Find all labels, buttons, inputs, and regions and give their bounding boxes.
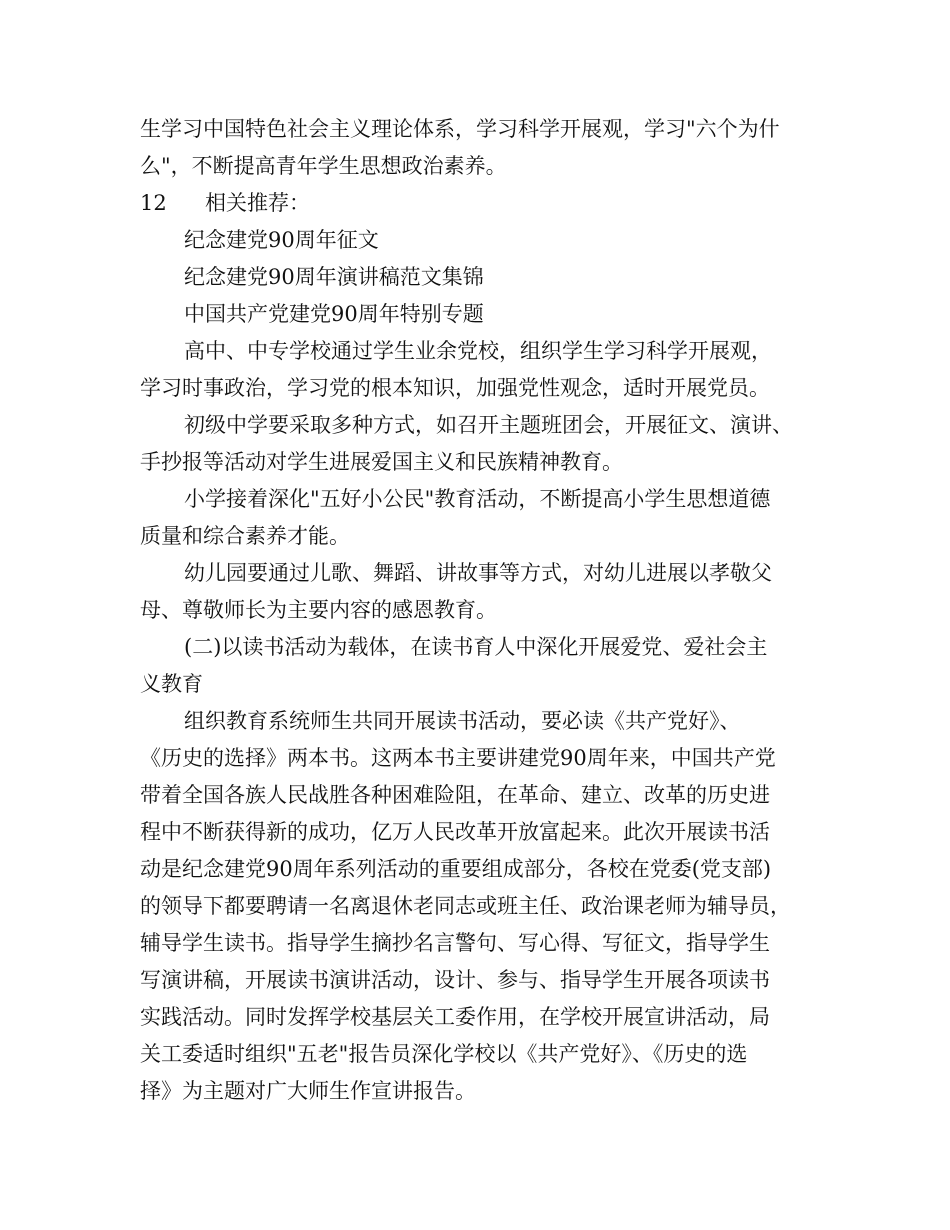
paragraph-line: 带着全国各族人民战胜各种困难险阻，在革命、建立、改革的历史进 <box>140 783 770 807</box>
recommend-link-3[interactable]: 中国共产党建党90周年特别专题 <box>184 302 484 326</box>
paragraph-line: 程中不断获得新的成功，亿万人民改革开放富起来。此次开展读书活 <box>140 820 770 844</box>
related-recommend-heading: 相关推荐： <box>205 191 310 215</box>
paragraph-line: 手抄报等活动对学生进展爱国主义和民族精神教育。 <box>140 450 623 474</box>
paragraph-line: 母、尊敬师长为主要内容的感恩教育。 <box>140 598 497 622</box>
recommend-link-2[interactable]: 纪念建党90周年演讲稿范文集锦 <box>184 265 484 289</box>
paragraph-line: 择》为主题对广大师生作宣讲报告。 <box>140 1079 476 1103</box>
paragraph-line: 学习时事政治，学习党的根本知识，加强党性观念，适时开展党员。 <box>140 376 770 400</box>
section-number: 12 <box>140 191 167 215</box>
paragraph-line: 实践活动。同时发挥学校基层关工委作用，在学校开展宣讲活动，局 <box>140 1005 770 1029</box>
paragraph-line: 小学接着深化"五好小公民"教育活动，不断提高小学生思想道德 <box>184 487 771 511</box>
paragraph-line: 质量和综合素养才能。 <box>140 524 350 548</box>
section-heading: (二)以读书活动为载体，在读书育人中深化开展爱党、爱社会主 <box>184 635 768 659</box>
paragraph-line: 组织教育系统师生共同开展读书活动，要必读《共产党好》、 <box>184 709 741 733</box>
paragraph-line: 写演讲稿，开展读书演讲活动，设计、参与、指导学生开展各项读书 <box>140 968 770 992</box>
paragraph-line: 幼儿园要通过儿歌、舞蹈、讲故事等方式，对幼儿进展以孝敬父 <box>184 561 772 585</box>
section-heading: 义教育 <box>140 672 203 696</box>
paragraph-line: 辅导学生读书。指导学生摘抄名言警句、写心得、写征文，指导学生 <box>140 931 770 955</box>
paragraph-line: 关工委适时组织"五老"报告员深化学校以《共产党好》、《历史的选 <box>140 1042 748 1066</box>
paragraph-line: 生学习中国特色社会主义理论体系，学习科学开展观，学习"六个为什 <box>140 117 780 141</box>
recommend-link-1[interactable]: 纪念建党90周年征文 <box>184 228 379 252</box>
paragraph-line: 《历史的选择》两本书。这两本书主要讲建党90周年来，中国共产党 <box>140 746 776 770</box>
paragraph-line: 动是纪念建党90周年系列活动的重要组成部分，各校在党委(党支部) <box>140 857 772 881</box>
paragraph-line: 的领导下都要聘请一名离退休老同志或班主任、政治课老师为辅导员， <box>140 894 791 918</box>
paragraph-line: 初级中学要采取多种方式，如召开主题班团会，开展征文、演讲、 <box>184 413 793 437</box>
paragraph-line: 高中、中专学校通过学生业余党校，组织学生学习科学开展观， <box>184 339 772 363</box>
paragraph-line: 么"，不断提高青年学生思想政治素养。 <box>140 154 507 178</box>
